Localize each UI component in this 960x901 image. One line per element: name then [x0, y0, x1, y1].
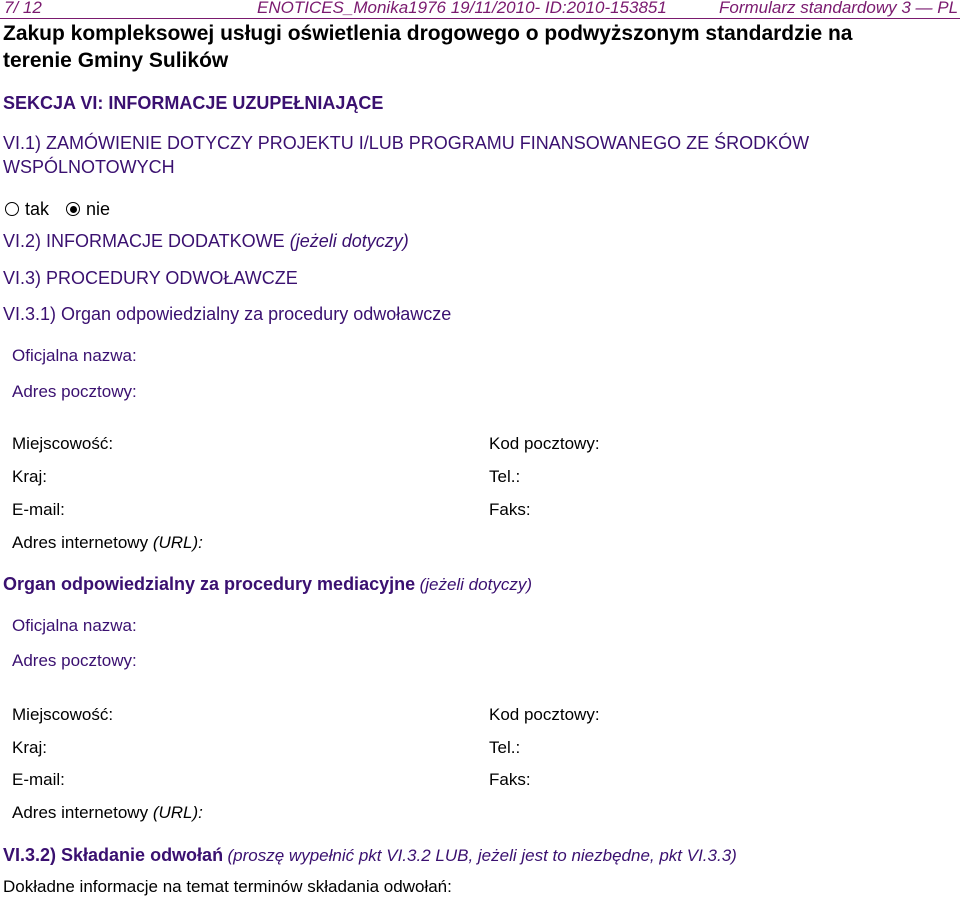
- organ1-city: Miejscowość:: [12, 434, 114, 453]
- radio-tak-icon[interactable]: [5, 202, 19, 216]
- vi1-heading-line-1: VI.1) ZAMÓWIENIE DOTYCZY PROJEKTU I/LUB PROGRAMU FINANSOWANEGO ZE ŚRODKÓW: [3, 133, 810, 153]
- organ1-postcode: Kod pocztowy:: [489, 434, 600, 453]
- radio-option-tak[interactable]: [5, 199, 49, 219]
- organ1-phone: Tel.:: [489, 467, 521, 486]
- organ2-phone: Tel.:: [489, 738, 521, 757]
- organ1-official-name: Oficjalna nazwa:: [12, 346, 137, 365]
- radio-option-nie[interactable]: [66, 199, 110, 219]
- mediation-note: (jeżeli dotyczy): [419, 575, 532, 594]
- organ2-city: Miejscowość:: [12, 705, 114, 724]
- organ2-url: [12, 803, 203, 823]
- vi31-heading: VI.3.1) Organ odpowiedzialny za procedury odwoławcze: [3, 304, 452, 324]
- vi2-label: VI.2) INFORMACJE DODATKOWE: [3, 231, 285, 251]
- organ2-country: Kraj:: [12, 738, 47, 757]
- document-title-line-2: terenie Gminy Sulików: [3, 49, 229, 72]
- vi32-label: VI.3.2) Składanie odwołań: [3, 845, 224, 865]
- organ1-country: Kraj:: [12, 467, 47, 486]
- organ1-postal-address: Adres pocztowy:: [12, 382, 137, 401]
- organ1-url-label: Adres internetowy: [12, 533, 149, 552]
- organ2-official-name: Oficjalna nazwa:: [12, 616, 137, 635]
- organ1-email: E-mail:: [12, 500, 65, 519]
- organ1-fax: Faks:: [489, 500, 531, 519]
- mediation-heading: [3, 574, 532, 595]
- organ2-postal-address: Adres pocztowy:: [12, 651, 137, 670]
- radio-nie-label: nie: [86, 199, 111, 219]
- mediation-label: Organ odpowiedzialny za procedury mediacyjne: [3, 574, 416, 594]
- page-header: [0, 0, 960, 19]
- vi2-note: (jeżeli dotyczy): [289, 231, 409, 251]
- section-heading: SEKCJA VI: INFORMACJE UZUPEŁNIAJĄCE: [3, 93, 384, 113]
- organ2-url-note: (URL):: [152, 803, 203, 822]
- vi32-heading: [3, 845, 737, 866]
- radio-tak-label: tak: [25, 199, 50, 219]
- organ2-postcode: Kod pocztowy:: [489, 705, 600, 724]
- vi32-details: Dokładne informacje na temat terminów składania odwołań:: [3, 877, 452, 896]
- vi32-note: (proszę wypełnić pkt VI.3.2 LUB, jeżeli jest to niezbędne, pkt VI.3.3): [227, 846, 737, 865]
- form-label: Formularz standardowy 3 — PL: [719, 0, 959, 17]
- organ2-email: E-mail:: [12, 770, 65, 789]
- document-title-line-1: Zakup kompleksowej usługi oświetlenia drogowego o podwyższonym standardzie na: [3, 22, 853, 45]
- organ1-url-note: (URL):: [152, 533, 203, 552]
- radio-nie-icon[interactable]: [66, 202, 80, 216]
- page-number: 7/ 12: [4, 0, 42, 17]
- organ2-fax: Faks:: [489, 770, 531, 789]
- vi1-radio-group: [5, 199, 122, 220]
- organ1-url: [12, 533, 203, 553]
- vi2-heading: [3, 231, 409, 252]
- notice-id: ENOTICES_Monika1976 19/11/2010- ID:2010-153851: [257, 0, 667, 17]
- vi3-heading: VI.3) PROCEDURY ODWOŁAWCZE: [3, 268, 298, 288]
- vi1-heading-line-2: WSPÓLNOTOWYCH: [3, 157, 175, 177]
- organ2-url-label: Adres internetowy: [12, 803, 149, 822]
